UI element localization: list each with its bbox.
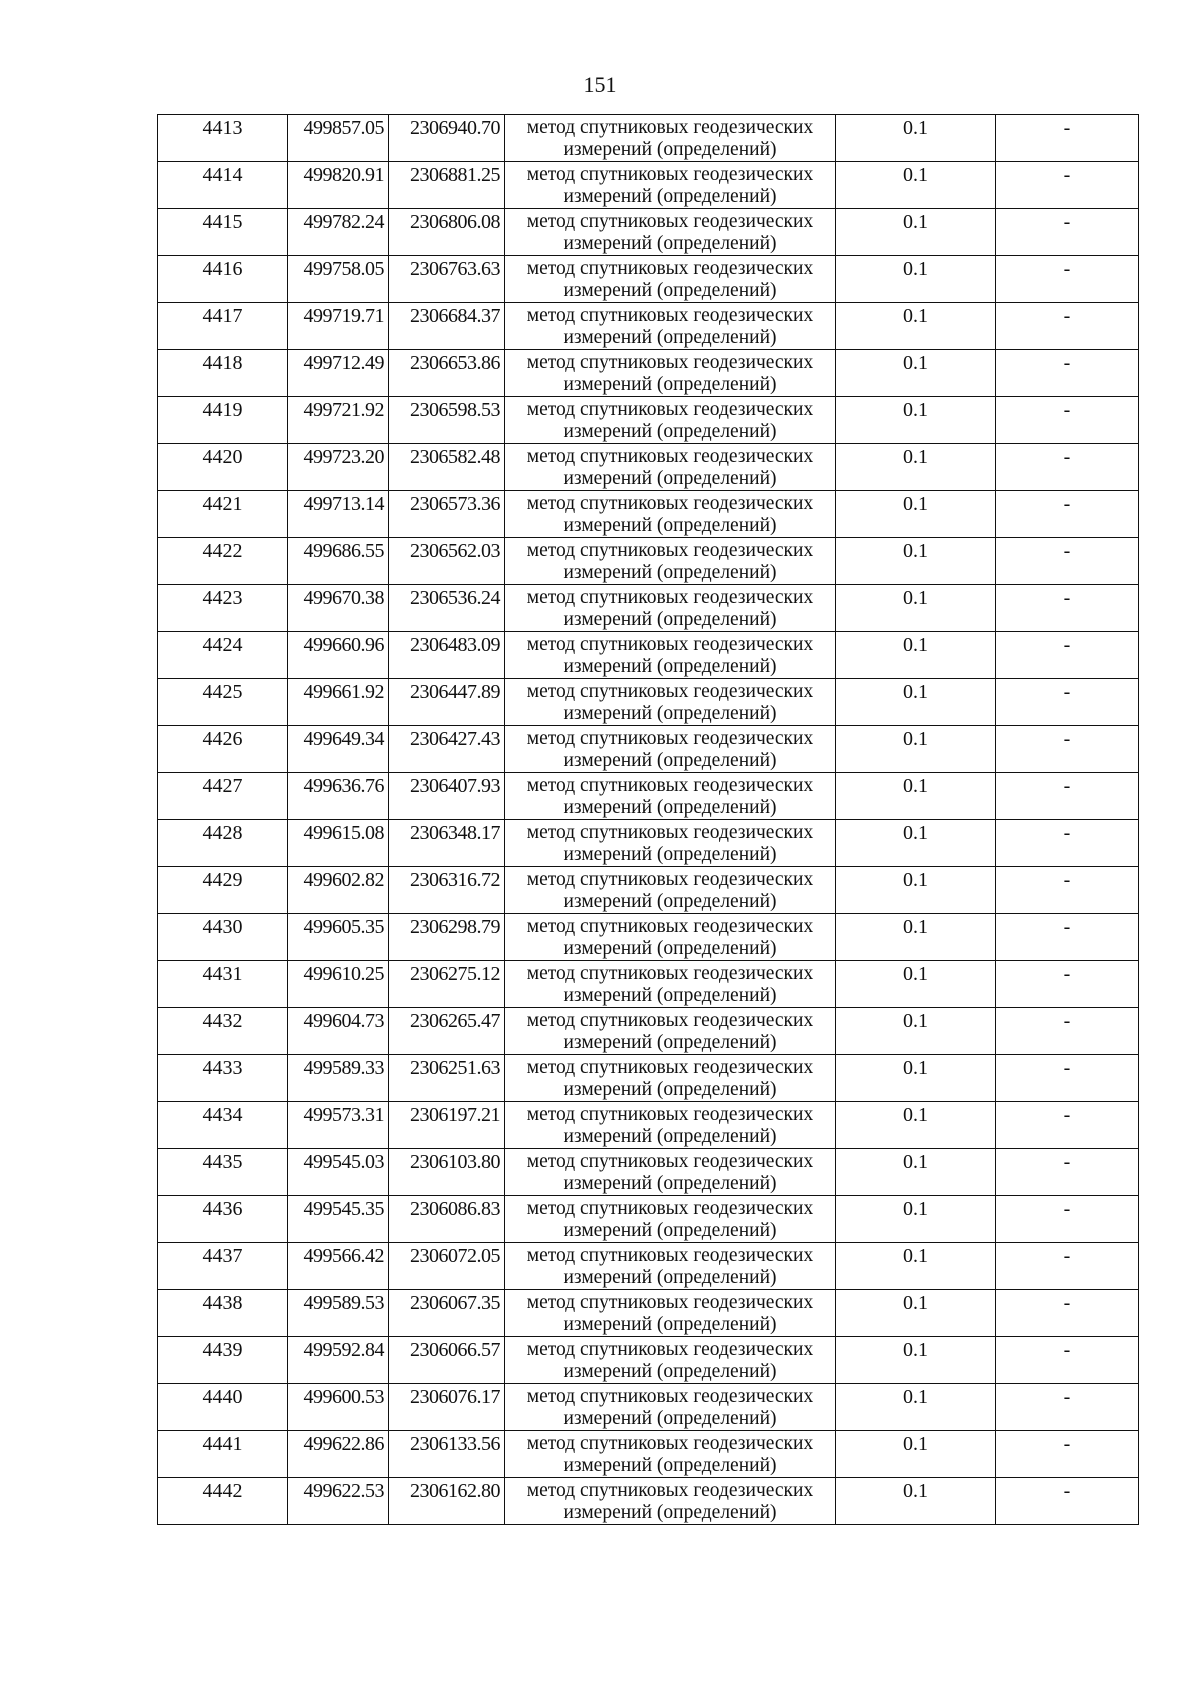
- point-number-cell: 4433: [158, 1055, 288, 1102]
- method-cell: метод спутниковых геодезических измерений (определений): [505, 585, 836, 632]
- point-number-cell: 4442: [158, 1478, 288, 1525]
- note-cell: -: [996, 961, 1139, 1008]
- table-row: [158, 632, 1139, 679]
- note-cell: -: [996, 350, 1139, 397]
- accuracy-cell: 0.1: [836, 1478, 996, 1525]
- x-coordinate-cell: 499610.25: [288, 961, 389, 1008]
- table-row: [158, 444, 1139, 491]
- method-cell: метод спутниковых геодезических измерений (определений): [505, 1337, 836, 1384]
- x-coordinate-cell: 499622.53: [288, 1478, 389, 1525]
- y-coordinate-cell: 2306275.12: [389, 961, 505, 1008]
- x-coordinate-cell: 499857.05: [288, 115, 389, 162]
- point-number-cell: 4423: [158, 585, 288, 632]
- y-coordinate-cell: 2306582.48: [389, 444, 505, 491]
- y-coordinate-cell: 2306103.80: [389, 1149, 505, 1196]
- note-cell: -: [996, 1149, 1139, 1196]
- point-number-cell: 4425: [158, 679, 288, 726]
- method-cell: метод спутниковых геодезических измерений (определений): [505, 961, 836, 1008]
- table-row: [158, 1337, 1139, 1384]
- accuracy-cell: 0.1: [836, 1196, 996, 1243]
- x-coordinate-cell: 499721.92: [288, 397, 389, 444]
- accuracy-cell: 0.1: [836, 820, 996, 867]
- note-cell: -: [996, 1102, 1139, 1149]
- method-cell: метод спутниковых геодезических измерений (определений): [505, 1008, 836, 1055]
- accuracy-cell: 0.1: [836, 726, 996, 773]
- note-cell: -: [996, 491, 1139, 538]
- x-coordinate-cell: 499600.53: [288, 1384, 389, 1431]
- x-coordinate-cell: 499545.35: [288, 1196, 389, 1243]
- x-coordinate-cell: 499712.49: [288, 350, 389, 397]
- point-number-cell: 4421: [158, 491, 288, 538]
- method-cell: метод спутниковых геодезических измерений (определений): [505, 303, 836, 350]
- note-cell: -: [996, 1055, 1139, 1102]
- table-row: [158, 820, 1139, 867]
- table-body: [158, 115, 1139, 1525]
- x-coordinate-cell: 499661.92: [288, 679, 389, 726]
- method-cell: метод спутниковых геодезических измерений (определений): [505, 914, 836, 961]
- method-cell: метод спутниковых геодезических измерений (определений): [505, 444, 836, 491]
- y-coordinate-cell: 2306407.93: [389, 773, 505, 820]
- y-coordinate-cell: 2306066.57: [389, 1337, 505, 1384]
- note-cell: -: [996, 1431, 1139, 1478]
- method-cell: метод спутниковых геодезических измерений (определений): [505, 1102, 836, 1149]
- x-coordinate-cell: 499758.05: [288, 256, 389, 303]
- table-row: [158, 1290, 1139, 1337]
- y-coordinate-cell: 2306573.36: [389, 491, 505, 538]
- table-row: [158, 1102, 1139, 1149]
- note-cell: -: [996, 820, 1139, 867]
- y-coordinate-cell: 2306265.47: [389, 1008, 505, 1055]
- table-row: [158, 679, 1139, 726]
- method-cell: метод спутниковых геодезических измерений (определений): [505, 1243, 836, 1290]
- note-cell: -: [996, 632, 1139, 679]
- note-cell: -: [996, 1290, 1139, 1337]
- y-coordinate-cell: 2306763.63: [389, 256, 505, 303]
- note-cell: -: [996, 1337, 1139, 1384]
- method-cell: метод спутниковых геодезических измерений (определений): [505, 256, 836, 303]
- x-coordinate-cell: 499604.73: [288, 1008, 389, 1055]
- note-cell: -: [996, 1243, 1139, 1290]
- x-coordinate-cell: 499573.31: [288, 1102, 389, 1149]
- accuracy-cell: 0.1: [836, 679, 996, 726]
- note-cell: -: [996, 726, 1139, 773]
- x-coordinate-cell: 499686.55: [288, 538, 389, 585]
- accuracy-cell: 0.1: [836, 867, 996, 914]
- point-number-cell: 4435: [158, 1149, 288, 1196]
- method-cell: метод спутниковых геодезических измерений (определений): [505, 820, 836, 867]
- note-cell: -: [996, 256, 1139, 303]
- table-row: [158, 1384, 1139, 1431]
- point-number-cell: 4420: [158, 444, 288, 491]
- x-coordinate-cell: 499602.82: [288, 867, 389, 914]
- method-cell: метод спутниковых геодезических измерений (определений): [505, 773, 836, 820]
- point-number-cell: 4427: [158, 773, 288, 820]
- table-row: [158, 773, 1139, 820]
- accuracy-cell: 0.1: [836, 914, 996, 961]
- accuracy-cell: 0.1: [836, 1337, 996, 1384]
- y-coordinate-cell: 2306133.56: [389, 1431, 505, 1478]
- x-coordinate-cell: 499592.84: [288, 1337, 389, 1384]
- accuracy-cell: 0.1: [836, 1102, 996, 1149]
- coordinates-table: [157, 114, 1139, 1525]
- note-cell: -: [996, 538, 1139, 585]
- table-row: [158, 115, 1139, 162]
- point-number-cell: 4429: [158, 867, 288, 914]
- method-cell: метод спутниковых геодезических измерений (определений): [505, 209, 836, 256]
- x-coordinate-cell: 499649.34: [288, 726, 389, 773]
- y-coordinate-cell: 2306806.08: [389, 209, 505, 256]
- y-coordinate-cell: 2306483.09: [389, 632, 505, 679]
- table-row: [158, 1149, 1139, 1196]
- x-coordinate-cell: 499782.24: [288, 209, 389, 256]
- note-cell: -: [996, 1196, 1139, 1243]
- x-coordinate-cell: 499605.35: [288, 914, 389, 961]
- y-coordinate-cell: 2306598.53: [389, 397, 505, 444]
- accuracy-cell: 0.1: [836, 1243, 996, 1290]
- method-cell: метод спутниковых геодезических измерений (определений): [505, 1149, 836, 1196]
- method-cell: метод спутниковых геодезических измерений (определений): [505, 1055, 836, 1102]
- method-cell: метод спутниковых геодезических измерений (определений): [505, 115, 836, 162]
- x-coordinate-cell: 499566.42: [288, 1243, 389, 1290]
- table-row: [158, 1055, 1139, 1102]
- y-coordinate-cell: 2306197.21: [389, 1102, 505, 1149]
- y-coordinate-cell: 2306427.43: [389, 726, 505, 773]
- accuracy-cell: 0.1: [836, 397, 996, 444]
- table-row: [158, 914, 1139, 961]
- y-coordinate-cell: 2306348.17: [389, 820, 505, 867]
- table-row: [158, 162, 1139, 209]
- y-coordinate-cell: 2306881.25: [389, 162, 505, 209]
- x-coordinate-cell: 499820.91: [288, 162, 389, 209]
- page-number: 151: [583, 72, 617, 97]
- accuracy-cell: 0.1: [836, 1149, 996, 1196]
- point-number-cell: 4416: [158, 256, 288, 303]
- accuracy-cell: 0.1: [836, 162, 996, 209]
- method-cell: метод спутниковых геодезических измерений (определений): [505, 1196, 836, 1243]
- note-cell: -: [996, 679, 1139, 726]
- accuracy-cell: 0.1: [836, 350, 996, 397]
- method-cell: метод спутниковых геодезических измерений (определений): [505, 726, 836, 773]
- x-coordinate-cell: 499723.20: [288, 444, 389, 491]
- y-coordinate-cell: 2306562.03: [389, 538, 505, 585]
- note-cell: -: [996, 444, 1139, 491]
- accuracy-cell: 0.1: [836, 491, 996, 538]
- accuracy-cell: 0.1: [836, 538, 996, 585]
- method-cell: метод спутниковых геодезических измерений (определений): [505, 350, 836, 397]
- accuracy-cell: 0.1: [836, 632, 996, 679]
- method-cell: метод спутниковых геодезических измерений (определений): [505, 397, 836, 444]
- y-coordinate-cell: 2306316.72: [389, 867, 505, 914]
- method-cell: метод спутниковых геодезических измерений (определений): [505, 1478, 836, 1525]
- accuracy-cell: 0.1: [836, 209, 996, 256]
- point-number-cell: 4424: [158, 632, 288, 679]
- accuracy-cell: 0.1: [836, 256, 996, 303]
- x-coordinate-cell: 499622.86: [288, 1431, 389, 1478]
- note-cell: -: [996, 1384, 1139, 1431]
- table-row: [158, 1243, 1139, 1290]
- x-coordinate-cell: 499589.33: [288, 1055, 389, 1102]
- y-coordinate-cell: 2306251.63: [389, 1055, 505, 1102]
- y-coordinate-cell: 2306447.89: [389, 679, 505, 726]
- point-number-cell: 4422: [158, 538, 288, 585]
- accuracy-cell: 0.1: [836, 585, 996, 632]
- x-coordinate-cell: 499713.14: [288, 491, 389, 538]
- table-row: [158, 256, 1139, 303]
- method-cell: метод спутниковых геодезических измерений (определений): [505, 1384, 836, 1431]
- table-row: [158, 538, 1139, 585]
- y-coordinate-cell: 2306940.70: [389, 115, 505, 162]
- note-cell: -: [996, 209, 1139, 256]
- accuracy-cell: 0.1: [836, 444, 996, 491]
- y-coordinate-cell: 2306536.24: [389, 585, 505, 632]
- x-coordinate-cell: 499660.96: [288, 632, 389, 679]
- accuracy-cell: 0.1: [836, 1431, 996, 1478]
- note-cell: -: [996, 303, 1139, 350]
- table-row: [158, 867, 1139, 914]
- accuracy-cell: 0.1: [836, 1055, 996, 1102]
- table-row: [158, 1008, 1139, 1055]
- x-coordinate-cell: 499670.38: [288, 585, 389, 632]
- x-coordinate-cell: 499615.08: [288, 820, 389, 867]
- accuracy-cell: 0.1: [836, 1384, 996, 1431]
- y-coordinate-cell: 2306072.05: [389, 1243, 505, 1290]
- table-row: [158, 1431, 1139, 1478]
- y-coordinate-cell: 2306086.83: [389, 1196, 505, 1243]
- point-number-cell: 4432: [158, 1008, 288, 1055]
- point-number-cell: 4437: [158, 1243, 288, 1290]
- note-cell: -: [996, 397, 1139, 444]
- method-cell: метод спутниковых геодезических измерений (определений): [505, 1290, 836, 1337]
- table-row: [158, 350, 1139, 397]
- note-cell: -: [996, 867, 1139, 914]
- point-number-cell: 4438: [158, 1290, 288, 1337]
- note-cell: -: [996, 1008, 1139, 1055]
- note-cell: -: [996, 585, 1139, 632]
- table-row: [158, 585, 1139, 632]
- method-cell: метод спутниковых геодезических измерений (определений): [505, 162, 836, 209]
- y-coordinate-cell: 2306653.86: [389, 350, 505, 397]
- point-number-cell: 4415: [158, 209, 288, 256]
- method-cell: метод спутниковых геодезических измерений (определений): [505, 491, 836, 538]
- point-number-cell: 4436: [158, 1196, 288, 1243]
- method-cell: метод спутниковых геодезических измерений (определений): [505, 1431, 836, 1478]
- note-cell: -: [996, 162, 1139, 209]
- point-number-cell: 4414: [158, 162, 288, 209]
- method-cell: метод спутниковых геодезических измерений (определений): [505, 679, 836, 726]
- point-number-cell: 4418: [158, 350, 288, 397]
- accuracy-cell: 0.1: [836, 1008, 996, 1055]
- point-number-cell: 4426: [158, 726, 288, 773]
- x-coordinate-cell: 499719.71: [288, 303, 389, 350]
- x-coordinate-cell: 499545.03: [288, 1149, 389, 1196]
- point-number-cell: 4428: [158, 820, 288, 867]
- table-row: [158, 961, 1139, 1008]
- x-coordinate-cell: 499589.53: [288, 1290, 389, 1337]
- point-number-cell: 4441: [158, 1431, 288, 1478]
- accuracy-cell: 0.1: [836, 1290, 996, 1337]
- accuracy-cell: 0.1: [836, 961, 996, 1008]
- point-number-cell: 4417: [158, 303, 288, 350]
- note-cell: -: [996, 914, 1139, 961]
- point-number-cell: 4430: [158, 914, 288, 961]
- method-cell: метод спутниковых геодезических измерений (определений): [505, 867, 836, 914]
- point-number-cell: 4434: [158, 1102, 288, 1149]
- point-number-cell: 4419: [158, 397, 288, 444]
- method-cell: метод спутниковых геодезических измерений (определений): [505, 632, 836, 679]
- table-row: [158, 1478, 1139, 1525]
- table-row: [158, 303, 1139, 350]
- y-coordinate-cell: 2306684.37: [389, 303, 505, 350]
- accuracy-cell: 0.1: [836, 303, 996, 350]
- table-row: [158, 209, 1139, 256]
- point-number-cell: 4431: [158, 961, 288, 1008]
- note-cell: -: [996, 773, 1139, 820]
- y-coordinate-cell: 2306076.17: [389, 1384, 505, 1431]
- y-coordinate-cell: 2306162.80: [389, 1478, 505, 1525]
- note-cell: -: [996, 1478, 1139, 1525]
- accuracy-cell: 0.1: [836, 115, 996, 162]
- point-number-cell: 4439: [158, 1337, 288, 1384]
- y-coordinate-cell: 2306067.35: [389, 1290, 505, 1337]
- point-number-cell: 4413: [158, 115, 288, 162]
- y-coordinate-cell: 2306298.79: [389, 914, 505, 961]
- table-row: [158, 397, 1139, 444]
- note-cell: -: [996, 115, 1139, 162]
- table-row: [158, 491, 1139, 538]
- table-row: [158, 1196, 1139, 1243]
- point-number-cell: 4440: [158, 1384, 288, 1431]
- x-coordinate-cell: 499636.76: [288, 773, 389, 820]
- accuracy-cell: 0.1: [836, 773, 996, 820]
- method-cell: метод спутниковых геодезических измерений (определений): [505, 538, 836, 585]
- table-row: [158, 726, 1139, 773]
